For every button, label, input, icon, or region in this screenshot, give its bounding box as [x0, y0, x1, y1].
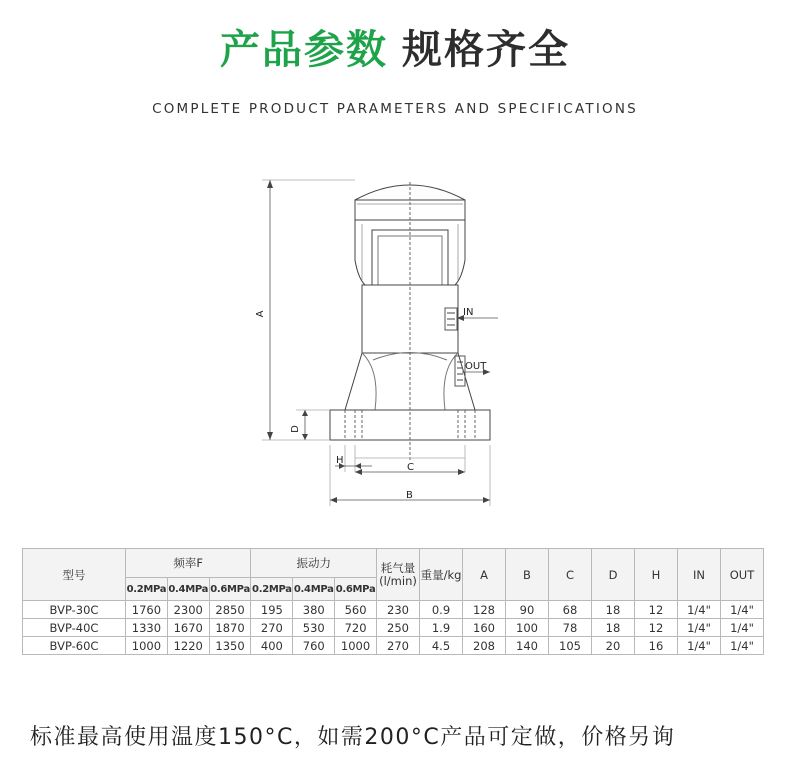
table-cell: 208: [463, 637, 506, 655]
table-cell: 1760: [126, 601, 168, 619]
dim-label-a: A: [255, 310, 266, 318]
table-cell: 270: [377, 637, 420, 655]
table-cell: 4.5: [420, 637, 463, 655]
table-cell: 160: [463, 619, 506, 637]
cell-model: BVP-30C: [23, 601, 126, 619]
table-cell: 1350: [209, 637, 251, 655]
table-cell: 2850: [209, 601, 251, 619]
table-cell: 68: [549, 601, 592, 619]
table-cell: 12: [635, 601, 678, 619]
table-cell: 195: [251, 601, 293, 619]
dim-label-d: D: [290, 425, 301, 433]
table-cell: 530: [293, 619, 335, 637]
dim-label-out: OUT: [465, 361, 487, 372]
table-cell: 720: [335, 619, 377, 637]
dim-label-c: C: [407, 462, 414, 473]
page-subtitle: COMPLETE PRODUCT PARAMETERS AND SPECIFICATIONS: [152, 101, 638, 117]
table-cell: 140: [506, 637, 549, 655]
table-cell: 230: [377, 601, 420, 619]
table-row: [23, 601, 764, 619]
table-cell: 1/4": [721, 637, 764, 655]
table-cell: 1/4": [678, 619, 721, 637]
header-pressure: 0.2MPa: [251, 578, 293, 601]
header-force: 振动力: [251, 549, 377, 578]
dim-label-in: IN: [463, 307, 474, 318]
header-pressure: 0.2MPa: [126, 578, 168, 601]
table-row: [23, 637, 764, 655]
table-cell: 1670: [167, 619, 209, 637]
table-cell: 78: [549, 619, 592, 637]
table-row: [23, 619, 764, 637]
table-cell: 400: [251, 637, 293, 655]
temperature-note: 标准最高使用温度150°C，如需200°C产品可定做，价格另询: [30, 725, 676, 750]
dim-label-b: B: [406, 490, 413, 501]
table-cell: 1330: [126, 619, 168, 637]
header-pressure: 0.6MPa: [335, 578, 377, 601]
header-h: H: [635, 549, 678, 601]
header-a: A: [463, 549, 506, 601]
table-cell: 18: [592, 601, 635, 619]
title-green: 产品参数: [220, 27, 388, 73]
table-cell: 100: [506, 619, 549, 637]
technical-drawing: [0, 160, 790, 520]
table-cell: 18: [592, 619, 635, 637]
table-cell: 0.9: [420, 601, 463, 619]
table-cell: 380: [293, 601, 335, 619]
table-cell: 2300: [167, 601, 209, 619]
header-pressure: 0.4MPa: [293, 578, 335, 601]
header-out: OUT: [721, 549, 764, 601]
header-frequency: 频率F: [126, 549, 251, 578]
table-cell: 1870: [209, 619, 251, 637]
table-cell: 1.9: [420, 619, 463, 637]
spec-table: [22, 548, 764, 655]
title-dark: 规格齐全: [402, 27, 570, 73]
dim-label-h: H: [336, 455, 344, 466]
header-air-consumption: 耗气量 (l/min): [377, 549, 420, 601]
table-cell: 105: [549, 637, 592, 655]
table-cell: 1/4": [721, 619, 764, 637]
cell-model: BVP-40C: [23, 619, 126, 637]
table-cell: 1/4": [678, 601, 721, 619]
table-cell: 128: [463, 601, 506, 619]
header-weight: 重量/kg: [420, 549, 463, 601]
table-cell: 1220: [167, 637, 209, 655]
table-cell: 90: [506, 601, 549, 619]
table-cell: 1000: [335, 637, 377, 655]
header-pressure: 0.6MPa: [209, 578, 251, 601]
table-cell: 270: [251, 619, 293, 637]
header-pressure: 0.4MPa: [167, 578, 209, 601]
table-cell: 12: [635, 619, 678, 637]
table-cell: 250: [377, 619, 420, 637]
table-cell: 16: [635, 637, 678, 655]
page-title: [0, 18, 790, 75]
header-d: D: [592, 549, 635, 601]
table-cell: 1/4": [678, 637, 721, 655]
table-cell: 1000: [126, 637, 168, 655]
table-cell: 760: [293, 637, 335, 655]
cell-model: BVP-60C: [23, 637, 126, 655]
table-cell: 20: [592, 637, 635, 655]
header-b: B: [506, 549, 549, 601]
header-in: IN: [678, 549, 721, 601]
header-model: 型号: [23, 549, 126, 601]
header-c: C: [549, 549, 592, 601]
table-cell: 1/4": [721, 601, 764, 619]
table-cell: 560: [335, 601, 377, 619]
